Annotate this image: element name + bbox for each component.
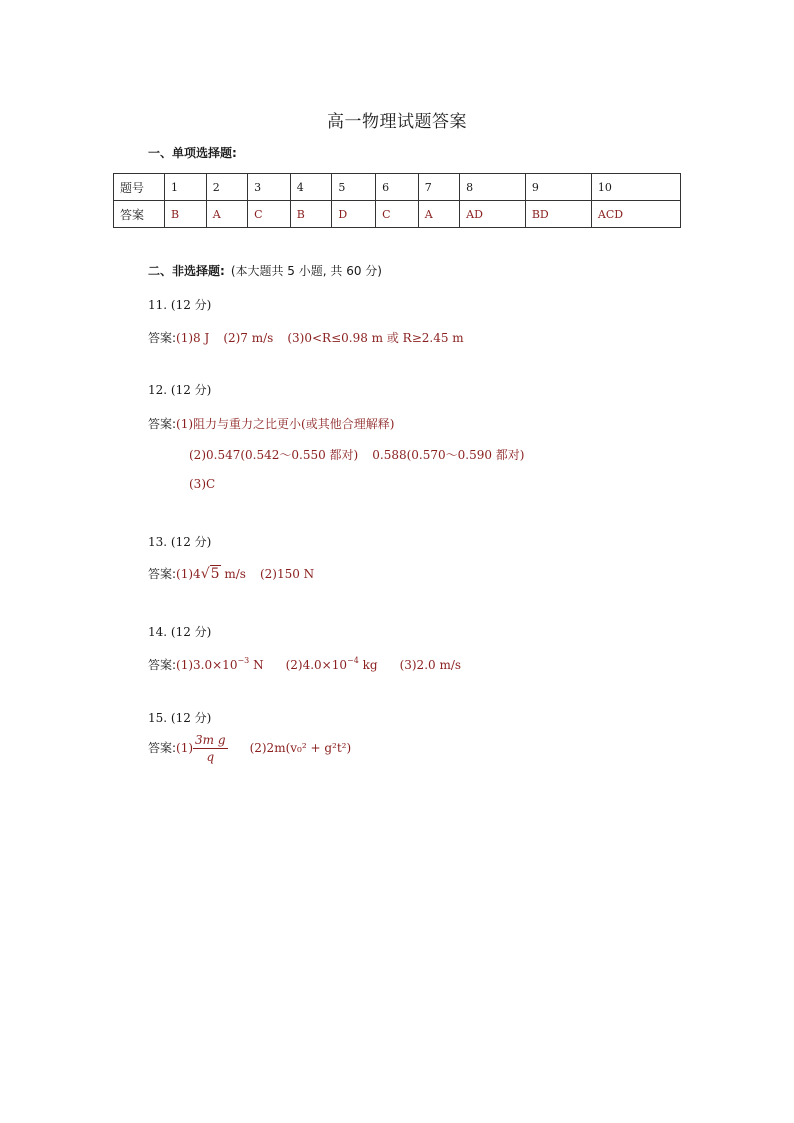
sqrt-icon: √ [200,566,210,582]
table-cell: 6 [376,174,419,201]
page-title: 高一物理试题答案 [327,112,467,132]
table-cell: AD [460,201,526,228]
question-12-answer-line2 [189,446,525,463]
row-label-number: 题号 [114,174,165,201]
table-cell: B [290,201,332,228]
question-11-title: 11. (12 分) [148,298,212,312]
answer-part: (3)2.0 m/s [399,658,462,672]
question-15-answer [148,733,351,764]
answer-table [113,173,681,228]
question-12-answer-line1 [148,415,394,432]
answer-part: (3)0<R≤0.98 m 或 R≥2.45 m [287,331,464,345]
table-cell: 1 [165,174,207,201]
question-14-title: 14. (12 分) [148,625,212,639]
answer-part: (2)2m(v₀² + g²t²) [249,741,352,755]
section-heading-non-choice [148,262,382,279]
answer-label: 答案: [148,741,177,755]
table-row-numbers [114,174,681,201]
answer-part: (2)150 N [259,567,315,581]
table-cell: A [206,201,247,228]
table-cell: D [332,201,376,228]
answer-part: (1)4 [176,567,201,581]
table-cell: 3 [248,174,291,201]
table-cell: C [376,201,419,228]
answer-part: (1) [176,741,194,755]
answer-unit: m/s [224,567,246,581]
question-12-title: 12. (12 分) [148,383,212,397]
answer-part: (1)8 J [176,331,210,345]
table-cell: 5 [332,174,376,201]
table-row-answers [114,201,681,228]
question-12-answer-line3: (3)C [189,477,216,491]
section-heading-single-choice: 一、单项选择题: [148,146,237,160]
section-heading-note: (本大题共 5 小题, 共 60 分) [230,264,382,278]
question-14-answer [148,656,461,673]
answer-label: 答案: [148,417,177,431]
answer-part: 0.588(0.570～0.590 都对) [372,448,525,462]
answer-unit: N [249,658,264,672]
sqrt-argument: 5 [210,566,220,582]
answer-part: (2)0.547(0.542～0.550 都对) [189,448,359,462]
answer-label: 答案: [148,331,177,345]
section-heading-text: 二、非选择题: [148,264,225,278]
fraction-numerator: 3m g [195,733,226,747]
table-cell: C [248,201,291,228]
table-cell: ACD [591,201,680,228]
table-cell: B [165,201,207,228]
exponent: −3 [237,656,250,665]
answer-unit: kg [358,658,378,672]
table-cell: 4 [290,174,332,201]
table-cell: 7 [418,174,459,201]
question-15-title: 15. (12 分) [148,711,212,725]
row-label-answer: 答案 [114,201,165,228]
fraction [193,733,228,764]
question-11-answer [148,329,464,346]
question-13-answer [148,565,314,582]
table-cell: 8 [460,174,526,201]
answer-part: (2)4.0×10 [285,658,347,672]
table-cell: BD [525,201,591,228]
answer-label: 答案: [148,658,177,672]
answer-part: (2)7 m/s [223,331,274,345]
exponent: −4 [346,656,359,665]
fraction-denominator: q [206,750,215,764]
answer-part: (1)3.0×10 [176,658,238,672]
table-cell: 10 [591,174,680,201]
answer-part: (1)阻力与重力之比更小(或其他合理解释) [176,417,395,431]
table-cell: 2 [206,174,247,201]
table-cell: 9 [525,174,591,201]
answer-label: 答案: [148,567,177,581]
table-cell: A [418,201,459,228]
question-13-title: 13. (12 分) [148,535,212,549]
